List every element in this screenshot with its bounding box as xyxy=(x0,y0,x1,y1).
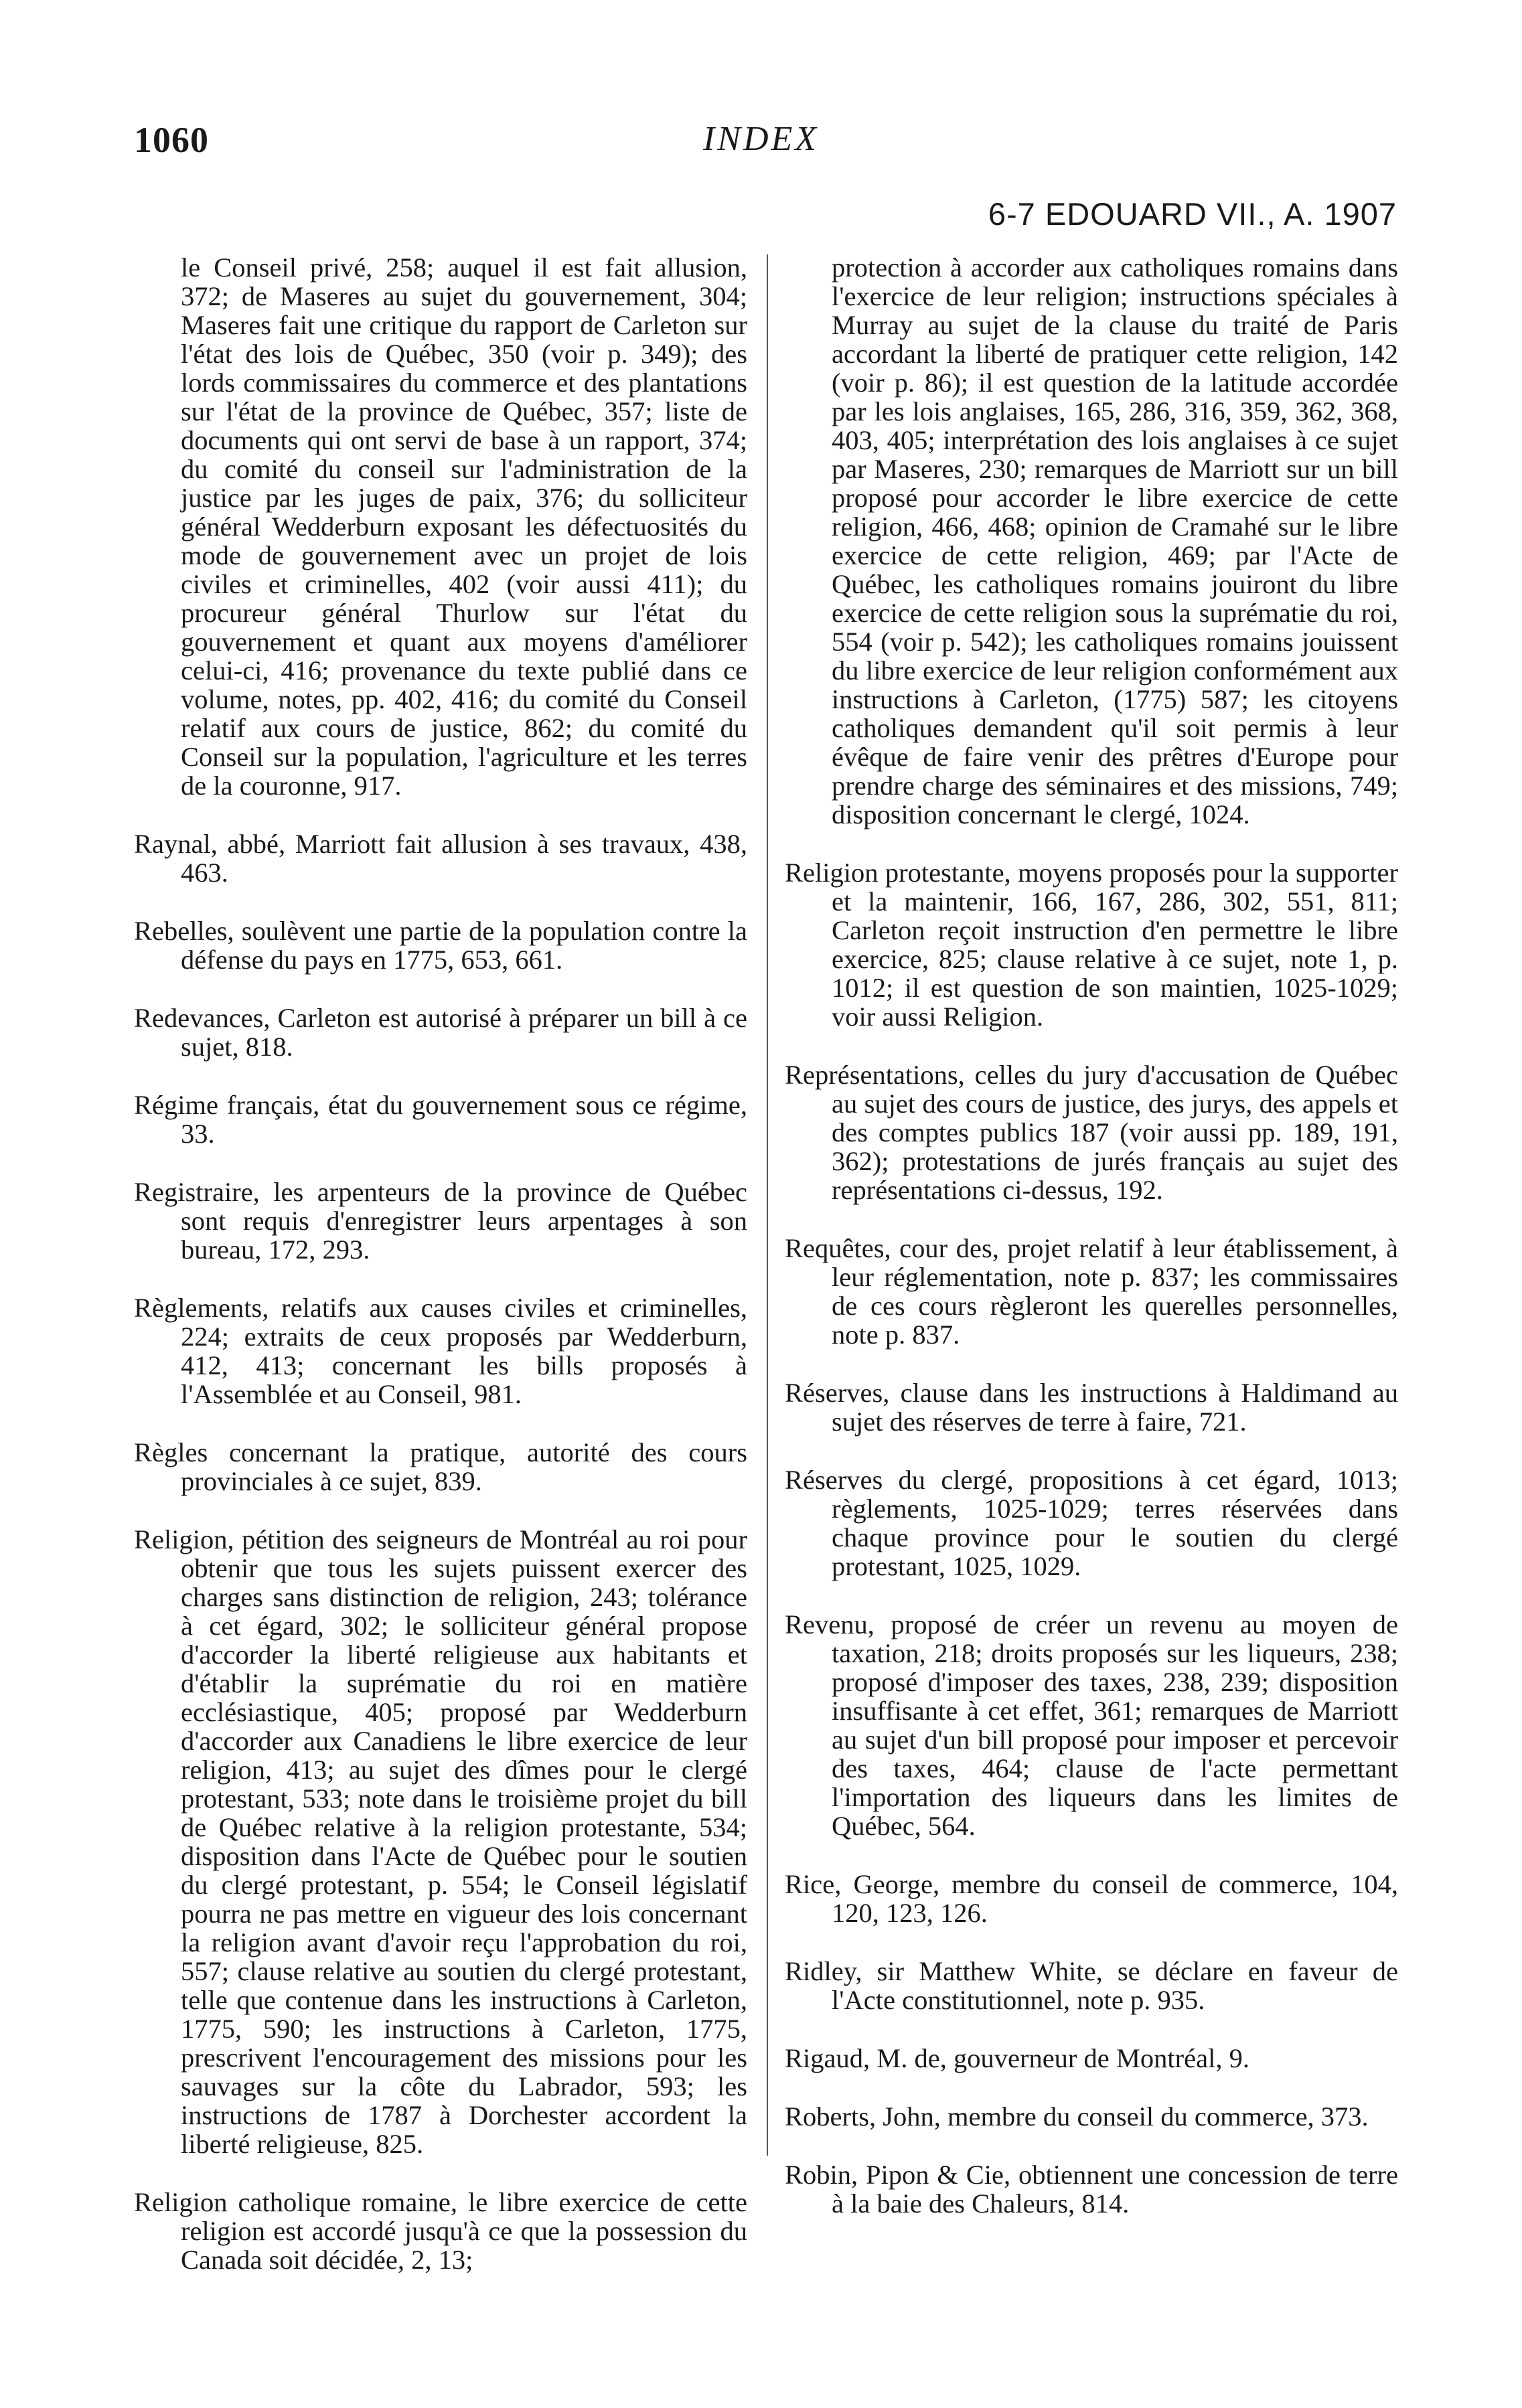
index-entry-rice: Rice, George, membre du conseil de commerce, 104, 120, 123, 126. xyxy=(785,1869,1398,1928)
index-entry-continued: protection à accorder aux catholiques romains dans l'exercice de leur religion; instructions spéciales à Murray au sujet de la clause du traité de Paris accordant la liberté de pratiquer cette religion, 142 (voir p. 86); il est question de la latitude accordée par les lois anglaises, 165, 286, 316, 359, 362, 368, 403, 405; interprétation des lois anglaises à ce sujet par Maseres, 230; remarques de Marriott sur un bill proposé pour accorder le libre exercice de cette religion, 466, 468; opinion de Cramahé sur le libre exercice de cette religion, 469; par l'Acte de Québec, les catholiques romains jouiront du libre exercice de cette religion sous la suprématie du roi, 554 (voir p. 542); les catholiques romains jouissent du libre exercice de leur religion conformément aux instructions à Carleton, (1775) 587; les citoyens catholiques demandent qu'il soit permis à leur évêque de faire venir des prêtres d'Europe pour prendre charge des séminaires et des missions, 749; disposition concernant le clergé, 1024. xyxy=(832,252,1398,829)
running-title: INDEX xyxy=(702,120,820,158)
page-number: 1060 xyxy=(134,120,209,160)
index-entry-continued: le Conseil privé, 258; auquel il est fait allusion, 372; de Maseres au sujet du gouvernement, 304; Maseres fait une critique du rapport de Carleton sur l'état des lois de Québec, 350 (voir p. 349); des lords commissaires du commerce et des plantations sur l'état de la province de Québec, 357; liste de documents qui ont servi de base à un rapport, 374; du comité du conseil sur l'administration de la justice par les juges de paix, 376; du solliciteur général Wedderburn exposant les défectuosités du mode de gouvernement avec un projet de lois civiles et criminelles, 402 (voir aussi 411); du procureur général Thurlow sur l'état du gouvernement et quant aux moyens d'améliorer celui-ci, 416; provenance du texte publié dans ce volume, notes, pp. 402, 416; du comité du Conseil relatif aux cours de justice, 862; du comité du Conseil sur la population, l'agriculture et les terres de la couronne, 917. xyxy=(181,252,747,801)
index-entry-ridley: Ridley, sir Matthew White, se déclare en faveur de l'Acte constitutionnel, note p. 935. xyxy=(785,1956,1398,2015)
index-entry-religion-protestante: Religion protestante, moyens proposés pour la supporter et la maintenir, 166, 167, 286, 302, 551, 811; Carleton reçoit instruction d'en permettre le libre exercice, 825; clause relative à ce sujet, note 1, p. 1012; il est question de son maintien, 1025-1029; voir aussi Religion. xyxy=(785,858,1398,1032)
index-entry-rebelles: Rebelles, soulèvent une partie de la population contre la défense du pays en 1775, 653, 661. xyxy=(134,916,747,975)
index-entry-reserves-clerge: Réserves du clergé, propositions à cet égard, 1013; règlements, 1025-1029; terres réservées dans chaque province pour le soutien du clergé protestant, 1025, 1029. xyxy=(785,1465,1398,1581)
index-entry-raynal: Raynal, abbé, Marriott fait allusion à ses travaux, 438, 463. xyxy=(134,829,747,888)
index-entry-representations: Représentations, celles du jury d'accusation de Québec au sujet des cours de justice, des jurys, des appels et des comptes publics 187 (voir aussi pp. 189, 191, 362); protestations de jurés français au sujet des représentations ci-dessus, 192. xyxy=(785,1060,1398,1205)
index-entry-religion: Religion, pétition des seigneurs de Montréal au roi pour obtenir que tous les sujets puissent exercer des charges sans distinction de religion, 243; tolérance à cet égard, 302; le solliciteur général propose d'accorder la liberté religieuse aux habitants et d'établir la suprématie du roi en matière ecclésiastique, 405; proposé par Wedderburn d'accorder aux Canadiens le libre exercice de leur religion, 413; au sujet des dîmes pour le clergé protestant, 533; note dans le troisième projet du bill de Québec relative à la religion protestante, 534; disposition dans l'Acte de Québec pour le soutien du clergé protestant, p. 554; le Conseil législatif pourra ne pas mettre en vigueur des lois concernant la religion avant d'avoir reçu l'approbation du roi, 557; clause relative au soutien du clergé protestant, telle que contenue dans les instructions à Carleton, 1775, 590; les instructions à Carleton, 1775, prescrivent l'encouragement des missions pour les sauvages sur la côte du Labrador, 593; les instructions de 1787 à Dorchester accordent la liberté religieuse, 825. xyxy=(134,1524,747,2159)
column-divider xyxy=(767,254,768,2156)
index-column-left xyxy=(134,253,747,2274)
index-entry-registraire: Registraire, les arpenteurs de la province de Québec sont requis d'enregistrer leurs arpentages à son bureau, 172, 293. xyxy=(134,1177,747,1265)
index-entry-regles: Règles concernant la pratique, autorité des cours provinciales à ce sujet, 839. xyxy=(134,1437,747,1496)
index-column-right xyxy=(785,253,1398,2218)
index-entry-redevances: Redevances, Carleton est autorisé à préparer un bill à ce sujet, 818. xyxy=(134,1003,747,1062)
index-entry-revenu: Revenu, proposé de créer un revenu au moyen de taxation, 218; droits proposés sur les liqueurs, 238; proposé d'imposer des taxes, 238, 239; disposition insuffisante à cet effet, 361; remarques de Marriott au sujet d'un bill proposé pour imposer et percevoir des taxes, 464; clause de l'acte permettant l'importation des liqueurs dans les limites de Québec, 564. xyxy=(785,1609,1398,1841)
index-entry-rigaud: Rigaud, M. de, gouverneur de Montréal, 9. xyxy=(785,2043,1249,2073)
index-entry-roberts: Roberts, John, membre du conseil du commerce, 373. xyxy=(785,2101,1369,2132)
session-label: 6-7 EDOUARD VII., A. 1907 xyxy=(988,196,1397,232)
index-entry-robin-pipon: Robin, Pipon & Cie, obtiennent une concession de terre à la baie des Chaleurs, 814. xyxy=(785,2160,1398,2219)
index-entry-regime-francais: Régime français, état du gouvernement sous ce régime, 33. xyxy=(134,1090,747,1149)
index-entry-reglements: Règlements, relatifs aux causes civiles et criminelles, 224; extraits de ceux proposés par Wedderburn, 412, 413; concernant les bills proposés à l'Assemblée et au Conseil, 981. xyxy=(134,1293,747,1409)
index-entry-requetes: Requêtes, cour des, projet relatif à leur établissement, à leur réglementation, note p. 837; les commissaires de ces cours règleront les querelles personnelles, note p. 837. xyxy=(785,1233,1398,1350)
index-entry-religion-catholique: Religion catholique romaine, le libre exercice de cette religion est accordé jusqu'à ce que la possession du Canada soit décidée, 2, 13; xyxy=(134,2187,747,2275)
index-entry-reserves: Réserves, clause dans les instructions à Haldimand au sujet des réserves de terre à faire, 721. xyxy=(785,1378,1398,1437)
